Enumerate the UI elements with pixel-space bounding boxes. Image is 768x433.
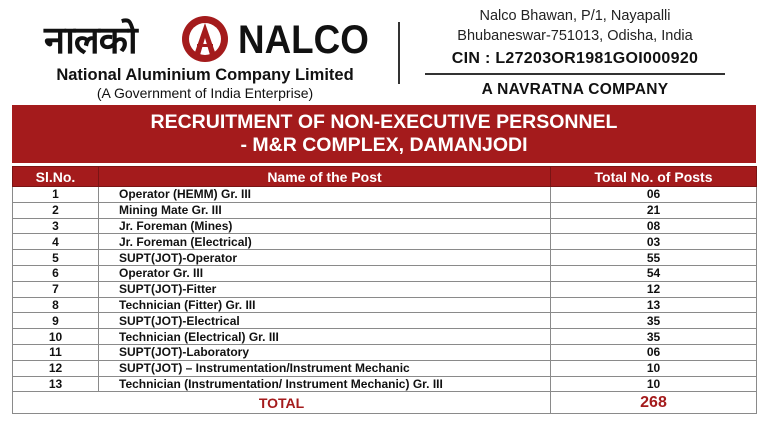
sl-no-cell: 1 bbox=[13, 187, 99, 203]
post-count-cell: 10 bbox=[551, 376, 757, 392]
post-count-cell: 35 bbox=[551, 329, 757, 345]
table-row bbox=[13, 313, 757, 329]
total-value: 268 bbox=[551, 392, 757, 414]
post-count-cell: 35 bbox=[551, 313, 757, 329]
post-count-cell: 10 bbox=[551, 360, 757, 376]
address-divider bbox=[425, 73, 725, 75]
sl-no-cell: 8 bbox=[13, 297, 99, 313]
sl-no-cell: 7 bbox=[13, 281, 99, 297]
sl-no-cell: 2 bbox=[13, 202, 99, 218]
sl-no-cell: 11 bbox=[13, 344, 99, 360]
sl-no-cell: 5 bbox=[13, 250, 99, 266]
brand-name: NALCO bbox=[238, 18, 369, 62]
address-block bbox=[410, 6, 740, 101]
post-count-cell: 12 bbox=[551, 281, 757, 297]
company-name: National Aluminium Company Limited bbox=[56, 66, 354, 84]
header-sl-no: Sl.No. bbox=[13, 167, 99, 187]
total-row bbox=[13, 392, 757, 414]
sl-no-cell: 9 bbox=[13, 313, 99, 329]
sl-no-cell: 4 bbox=[13, 234, 99, 250]
post-count-cell: 55 bbox=[551, 250, 757, 266]
page-header bbox=[0, 0, 768, 104]
post-name-cell: Technician (Fitter) Gr. III bbox=[99, 297, 551, 313]
banner-title-line-2: - M&R COMPLEX, DAMANJODI bbox=[240, 134, 528, 156]
government-label: (A Government of India Enterprise) bbox=[96, 85, 314, 101]
post-name-cell: SUPT(JOT)-Laboratory bbox=[99, 344, 551, 360]
sl-no-cell: 13 bbox=[13, 376, 99, 392]
post-count-cell: 06 bbox=[551, 344, 757, 360]
table-row bbox=[13, 265, 757, 281]
sl-no-cell: 6 bbox=[13, 265, 99, 281]
post-count-cell: 06 bbox=[551, 187, 757, 203]
post-count-cell: 21 bbox=[551, 202, 757, 218]
table-row bbox=[13, 234, 757, 250]
address-line-2: Bhubaneswar-751013, Odisha, India bbox=[457, 28, 693, 44]
post-name-cell: Mining Mate Gr. III bbox=[99, 202, 551, 218]
sl-no-cell: 12 bbox=[13, 360, 99, 376]
post-count-cell: 03 bbox=[551, 234, 757, 250]
sl-no-cell: 10 bbox=[13, 329, 99, 345]
table-row bbox=[13, 360, 757, 376]
post-name-cell: Jr. Foreman (Mines) bbox=[99, 218, 551, 234]
table-row bbox=[13, 281, 757, 297]
table-row bbox=[13, 218, 757, 234]
table-row bbox=[13, 187, 757, 203]
brand-block bbox=[40, 8, 380, 104]
banner-title-line-1: RECRUITMENT OF NON-EXECUTIVE PERSONNEL bbox=[150, 111, 618, 133]
table-row bbox=[13, 250, 757, 266]
post-name-cell: SUPT(JOT)-Operator bbox=[99, 250, 551, 266]
post-name-cell: SUPT(JOT) – Instrumentation/Instrument Mechanic bbox=[99, 360, 551, 376]
table-row bbox=[13, 344, 757, 360]
recruitment-banner bbox=[12, 105, 756, 163]
post-name-cell: Technician (Electrical) Gr. III bbox=[99, 329, 551, 345]
address-line-1: Nalco Bhawan, P/1, Nayapalli bbox=[479, 8, 671, 24]
company-status: A NAVRATNA COMPANY bbox=[481, 81, 669, 98]
header-total-posts: Total No. of Posts bbox=[551, 167, 757, 187]
posts-table bbox=[12, 166, 757, 414]
header-divider bbox=[398, 22, 400, 84]
post-name-cell: Jr. Foreman (Electrical) bbox=[99, 234, 551, 250]
post-name-cell: SUPT(JOT)-Electrical bbox=[99, 313, 551, 329]
post-name-cell: SUPT(JOT)-Fitter bbox=[99, 281, 551, 297]
table-row bbox=[13, 329, 757, 345]
post-count-cell: 08 bbox=[551, 218, 757, 234]
table-row bbox=[13, 376, 757, 392]
total-label: TOTAL bbox=[13, 392, 551, 414]
post-name-cell: Operator (HEMM) Gr. III bbox=[99, 187, 551, 203]
cin-number: CIN : L27203OR1981GOI000920 bbox=[451, 50, 699, 67]
table-row bbox=[13, 202, 757, 218]
hindi-brand-name: नालको bbox=[44, 18, 137, 62]
header-post-name: Name of the Post bbox=[99, 167, 551, 187]
post-count-cell: 13 bbox=[551, 297, 757, 313]
post-name-cell: Technician (Instrumentation/ Instrument Mechanic) Gr. III bbox=[99, 376, 551, 392]
table-header-row bbox=[13, 167, 757, 187]
nalco-logo-icon bbox=[176, 14, 234, 64]
post-count-cell: 54 bbox=[551, 265, 757, 281]
table-row bbox=[13, 297, 757, 313]
sl-no-cell: 3 bbox=[13, 218, 99, 234]
post-name-cell: Operator Gr. III bbox=[99, 265, 551, 281]
